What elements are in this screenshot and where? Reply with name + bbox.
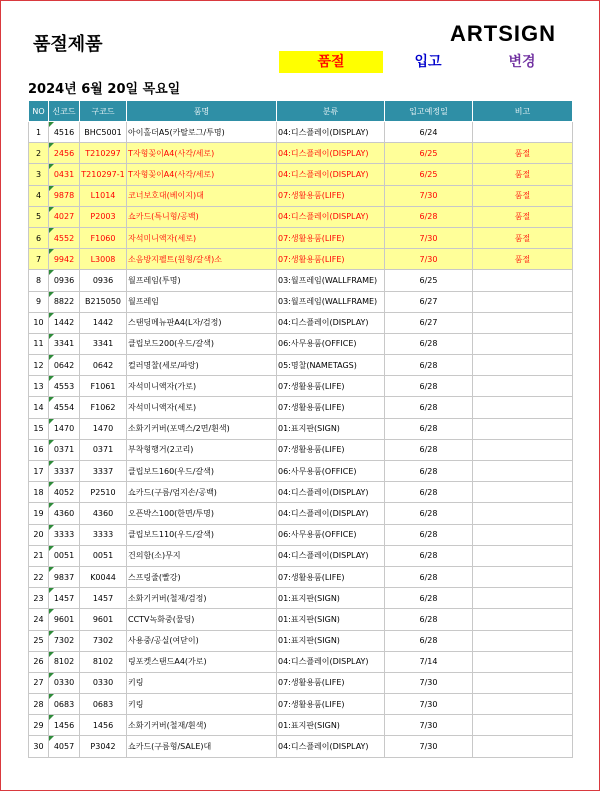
cell-new-code: 4057: [49, 736, 80, 757]
cell-expected-date: 6/28: [385, 418, 473, 439]
cell-old-code: 0330: [80, 672, 127, 693]
cell-old-code: T210297: [80, 143, 127, 164]
cell-old-code: 3333: [80, 524, 127, 545]
cell-new-code: 4554: [49, 397, 80, 418]
cell-product-name: T자형꽂이A4(사각/세로): [127, 164, 277, 185]
cell-product-name: 링포켓스탠드A4(가로): [127, 651, 277, 672]
cell-new-code: 2456: [49, 143, 80, 164]
cell-new-code: 0642: [49, 355, 80, 376]
table-row[interactable]: [29, 227, 573, 248]
header-old-code: 구코드: [80, 101, 127, 122]
cell-new-code: 1470: [49, 418, 80, 439]
cell-new-code: 9837: [49, 566, 80, 587]
cell-new-code: 7302: [49, 630, 80, 651]
change-button[interactable]: 변경: [508, 54, 536, 70]
cell-product-name: 오픈박스100(한면/투명): [127, 503, 277, 524]
cell-old-code: P2003: [80, 206, 127, 227]
table-row[interactable]: [29, 122, 573, 143]
brand-logo-text: ARTSIGN: [450, 21, 556, 46]
cell-no: 13: [29, 376, 49, 397]
cell-category: 04:디스플레이(DISPLAY): [277, 312, 385, 333]
cell-note: [473, 715, 573, 736]
cell-category: 06:사무용품(OFFICE): [277, 461, 385, 482]
cell-no: 7: [29, 249, 49, 270]
cell-product-name: T자형꽂이A4(사각/세로): [127, 143, 277, 164]
cell-category: 04:디스플레이(DISPLAY): [277, 482, 385, 503]
cell-new-code: 0683: [49, 694, 80, 715]
cell-note: [473, 503, 573, 524]
cell-category: 03:월프레임(WALLFRAME): [277, 291, 385, 312]
cell-category: 07:생활용품(LIFE): [277, 249, 385, 270]
cell-expected-date: 7/30: [385, 227, 473, 248]
cell-category: 07:생활용품(LIFE): [277, 376, 385, 397]
cell-new-code: 4027: [49, 206, 80, 227]
cell-no: 10: [29, 312, 49, 333]
cell-expected-date: 7/30: [385, 185, 473, 206]
cell-old-code: 8102: [80, 651, 127, 672]
cell-category: 04:디스플레이(DISPLAY): [277, 206, 385, 227]
header-product-name: 품명: [127, 101, 277, 122]
cell-new-code: 1442: [49, 312, 80, 333]
cell-new-code: 4052: [49, 482, 80, 503]
cell-old-code: B215050: [80, 291, 127, 312]
cell-expected-date: 6/28: [385, 524, 473, 545]
cell-product-name: 사용중/공실(여닫이): [127, 630, 277, 651]
cell-expected-date: 7/30: [385, 694, 473, 715]
cell-old-code: 0371: [80, 439, 127, 460]
table-row[interactable]: [29, 588, 573, 609]
cell-no: 25: [29, 630, 49, 651]
cell-product-name: 클립보드200(우드/갈색): [127, 333, 277, 354]
cell-old-code: P2510: [80, 482, 127, 503]
cell-product-name: 건의함(소)무지: [127, 545, 277, 566]
cell-product-name: 쇼카드(구름/엄지손/공백): [127, 482, 277, 503]
cell-old-code: 1456: [80, 715, 127, 736]
cell-product-name: 키링: [127, 694, 277, 715]
cell-old-code: 7302: [80, 630, 127, 651]
table-row[interactable]: [29, 630, 573, 651]
table-row[interactable]: [29, 545, 573, 566]
cell-no: 23: [29, 588, 49, 609]
cell-expected-date: 6/28: [385, 333, 473, 354]
cell-note: [473, 439, 573, 460]
cell-note: [473, 545, 573, 566]
cell-category: 06:사무용품(OFFICE): [277, 524, 385, 545]
cell-note: 품절: [473, 227, 573, 248]
table-row[interactable]: [29, 503, 573, 524]
cell-expected-date: 6/28: [385, 630, 473, 651]
cell-category: 01:표지판(SIGN): [277, 588, 385, 609]
header-new-code: 신코드: [49, 101, 80, 122]
cell-no: 30: [29, 736, 49, 757]
table-row[interactable]: [29, 418, 573, 439]
cell-old-code: 4360: [80, 503, 127, 524]
cell-old-code: F1060: [80, 227, 127, 248]
cell-category: 04:디스플레이(DISPLAY): [277, 122, 385, 143]
cell-note: [473, 630, 573, 651]
cell-old-code: K0044: [80, 566, 127, 587]
cell-note: 품절: [473, 206, 573, 227]
cell-no: 20: [29, 524, 49, 545]
cell-note: [473, 270, 573, 291]
cell-old-code: L1014: [80, 185, 127, 206]
cell-category: 07:생활용품(LIFE): [277, 185, 385, 206]
table-row[interactable]: [29, 566, 573, 587]
cell-no: 18: [29, 482, 49, 503]
cell-note: [473, 461, 573, 482]
cell-expected-date: 7/30: [385, 249, 473, 270]
table-row[interactable]: [29, 439, 573, 460]
header-note: 비고: [473, 101, 573, 122]
cell-new-code: 0051: [49, 545, 80, 566]
cell-no: 22: [29, 566, 49, 587]
cell-expected-date: 6/27: [385, 291, 473, 312]
cell-no: 14: [29, 397, 49, 418]
cell-expected-date: 6/28: [385, 588, 473, 609]
report-date: 2024년 6월 20일 목요일: [28, 82, 181, 97]
cell-new-code: 4516: [49, 122, 80, 143]
table-row[interactable]: [29, 736, 573, 757]
cell-note: [473, 482, 573, 503]
cell-product-name: CCTV녹화중(물딩): [127, 609, 277, 630]
cell-old-code: P3042: [80, 736, 127, 757]
cell-category: 01:표지판(SIGN): [277, 715, 385, 736]
cell-old-code: 1470: [80, 418, 127, 439]
cell-note: [473, 694, 573, 715]
cell-no: 11: [29, 333, 49, 354]
cell-note: [473, 736, 573, 757]
cell-note: 품절: [473, 185, 573, 206]
cell-product-name: 자석미니액자(세로): [127, 227, 277, 248]
table-row[interactable]: [29, 143, 573, 164]
cell-old-code: T210297-1: [80, 164, 127, 185]
page-title: 품절제품: [33, 34, 103, 55]
cell-no: 28: [29, 694, 49, 715]
table-row[interactable]: [29, 164, 573, 185]
cell-note: [473, 651, 573, 672]
cell-expected-date: 6/28: [385, 355, 473, 376]
table-row[interactable]: [29, 609, 573, 630]
cell-expected-date: 6/27: [385, 312, 473, 333]
cell-note: [473, 418, 573, 439]
cell-category: 04:디스플레이(DISPLAY): [277, 503, 385, 524]
cell-expected-date: 6/25: [385, 143, 473, 164]
cell-expected-date: 6/28: [385, 482, 473, 503]
cell-old-code: 1457: [80, 588, 127, 609]
table-row[interactable]: [29, 672, 573, 693]
table-row[interactable]: [29, 249, 573, 270]
cell-category: 07:생활용품(LIFE): [277, 227, 385, 248]
table-header-row: [29, 101, 573, 122]
cell-no: 19: [29, 503, 49, 524]
cell-old-code: 9601: [80, 609, 127, 630]
cell-old-code: 3337: [80, 461, 127, 482]
cell-no: 27: [29, 672, 49, 693]
cell-no: 3: [29, 164, 49, 185]
cell-product-name: 스프링줄(빨강): [127, 566, 277, 587]
cell-note: 품절: [473, 143, 573, 164]
cell-category: 07:생활용품(LIFE): [277, 439, 385, 460]
cell-old-code: 0936: [80, 270, 127, 291]
cell-expected-date: 6/28: [385, 503, 473, 524]
cell-category: 01:표지판(SIGN): [277, 609, 385, 630]
cell-old-code: F1062: [80, 397, 127, 418]
cell-note: [473, 609, 573, 630]
cell-no: 8: [29, 270, 49, 291]
cell-no: 17: [29, 461, 49, 482]
table-row[interactable]: [29, 524, 573, 545]
cell-old-code: 3341: [80, 333, 127, 354]
cell-note: 품절: [473, 249, 573, 270]
cell-expected-date: 7/14: [385, 651, 473, 672]
cell-category: 04:디스플레이(DISPLAY): [277, 164, 385, 185]
cell-product-name: 소화기커버(포맥스/2면/흰색): [127, 418, 277, 439]
cell-product-name: 부착형행거(2고리): [127, 439, 277, 460]
cell-category: 07:생활용품(LIFE): [277, 397, 385, 418]
table-row[interactable]: [29, 482, 573, 503]
cell-category: 05:명찰(NAMETAGS): [277, 355, 385, 376]
cell-no: 4: [29, 185, 49, 206]
table-row[interactable]: [29, 291, 573, 312]
cell-no: 9: [29, 291, 49, 312]
cell-new-code: 0330: [49, 672, 80, 693]
cell-product-name: 자석미니액자(가로): [127, 376, 277, 397]
cell-expected-date: 6/28: [385, 397, 473, 418]
cell-new-code: 1456: [49, 715, 80, 736]
cell-product-name: 소화기커버(철재/검정): [127, 588, 277, 609]
cell-category: 07:생활용품(LIFE): [277, 694, 385, 715]
cell-old-code: 1442: [80, 312, 127, 333]
cell-category: 01:표지판(SIGN): [277, 630, 385, 651]
table-row[interactable]: [29, 312, 573, 333]
cell-product-name: 쇼카드(특니형/공백): [127, 206, 277, 227]
cell-expected-date: 6/28: [385, 376, 473, 397]
cell-no: 21: [29, 545, 49, 566]
sold-out-button[interactable]: 품절: [279, 51, 383, 73]
cell-no: 2: [29, 143, 49, 164]
table-row[interactable]: [29, 185, 573, 206]
cell-new-code: 3333: [49, 524, 80, 545]
cell-new-code: 8822: [49, 291, 80, 312]
cell-no: 26: [29, 651, 49, 672]
cell-expected-date: 6/28: [385, 461, 473, 482]
cell-product-name: 자석미니액자(세로): [127, 397, 277, 418]
cell-no: 5: [29, 206, 49, 227]
cell-category: 04:디스플레이(DISPLAY): [277, 545, 385, 566]
cell-product-name: 월프레임: [127, 291, 277, 312]
cell-category: 06:사무용품(OFFICE): [277, 333, 385, 354]
cell-new-code: 0936: [49, 270, 80, 291]
cell-expected-date: 6/24: [385, 122, 473, 143]
cell-expected-date: 6/28: [385, 439, 473, 460]
cell-category: 07:생활용품(LIFE): [277, 566, 385, 587]
cell-note: [473, 333, 573, 354]
cell-expected-date: 7/30: [385, 715, 473, 736]
cell-note: [473, 291, 573, 312]
cell-note: 품절: [473, 164, 573, 185]
cell-new-code: 3337: [49, 461, 80, 482]
table-row[interactable]: [29, 461, 573, 482]
cell-expected-date: 6/28: [385, 609, 473, 630]
cell-note: [473, 672, 573, 693]
cell-product-name: 클립보드160(우드/갈색): [127, 461, 277, 482]
cell-old-code: 0051: [80, 545, 127, 566]
cell-note: [473, 122, 573, 143]
cell-new-code: 9601: [49, 609, 80, 630]
cell-no: 29: [29, 715, 49, 736]
cell-note: [473, 588, 573, 609]
cell-new-code: 1457: [49, 588, 80, 609]
cell-note: [473, 524, 573, 545]
cell-no: 24: [29, 609, 49, 630]
cell-new-code: 4552: [49, 227, 80, 248]
cell-new-code: 8102: [49, 651, 80, 672]
cell-no: 15: [29, 418, 49, 439]
cell-expected-date: 6/28: [385, 206, 473, 227]
table-row[interactable]: [29, 376, 573, 397]
cell-product-name: 아이홀더A5(카탈로그/투명): [127, 122, 277, 143]
table-row[interactable]: [29, 694, 573, 715]
cell-new-code: 4553: [49, 376, 80, 397]
cell-no: 12: [29, 355, 49, 376]
cell-product-name: 소화기커버(철재/흰색): [127, 715, 277, 736]
header-no: NO: [29, 101, 49, 122]
cell-old-code: BHC5001: [80, 122, 127, 143]
table-row[interactable]: [29, 270, 573, 291]
table-row[interactable]: [29, 651, 573, 672]
cell-new-code: 0371: [49, 439, 80, 460]
cell-product-name: 컬러명찰(세로/파랑): [127, 355, 277, 376]
table-row[interactable]: [29, 206, 573, 227]
cell-note: [473, 355, 573, 376]
table-row[interactable]: [29, 715, 573, 736]
incoming-button[interactable]: 입고: [414, 54, 442, 70]
cell-no: 1: [29, 122, 49, 143]
cell-new-code: 9942: [49, 249, 80, 270]
cell-category: 04:디스플레이(DISPLAY): [277, 143, 385, 164]
cell-no: 6: [29, 227, 49, 248]
cell-old-code: F1061: [80, 376, 127, 397]
cell-expected-date: 7/30: [385, 672, 473, 693]
cell-product-name: 코너보호대(베이지)대: [127, 185, 277, 206]
cell-new-code: 4360: [49, 503, 80, 524]
cell-expected-date: 6/25: [385, 270, 473, 291]
cell-note: [473, 376, 573, 397]
cell-product-name: 월프레임(투명): [127, 270, 277, 291]
cell-expected-date: 7/30: [385, 736, 473, 757]
header-expected-date: 입고예정일: [385, 101, 473, 122]
cell-product-name: 클립보드110(우드/갈색): [127, 524, 277, 545]
cell-old-code: L3008: [80, 249, 127, 270]
cell-product-name: 쇼카드(구름형/SALE)대: [127, 736, 277, 757]
table-row[interactable]: [29, 355, 573, 376]
cell-note: [473, 397, 573, 418]
cell-product-name: 소음방지펠트(원형/갈색)소: [127, 249, 277, 270]
cell-product-name: 스탠딩메뉴판A4(L자/검정): [127, 312, 277, 333]
cell-category: 03:월프레임(WALLFRAME): [277, 270, 385, 291]
cell-category: 07:생활용품(LIFE): [277, 672, 385, 693]
cell-new-code: 0431: [49, 164, 80, 185]
cell-expected-date: 6/25: [385, 164, 473, 185]
cell-category: 04:디스플레이(DISPLAY): [277, 651, 385, 672]
cell-category: 04:디스플레이(DISPLAY): [277, 736, 385, 757]
cell-note: [473, 312, 573, 333]
table-row[interactable]: [29, 333, 573, 354]
cell-old-code: 0683: [80, 694, 127, 715]
table-row[interactable]: [29, 397, 573, 418]
sold-out-table: [28, 100, 573, 758]
cell-note: [473, 566, 573, 587]
cell-no: 16: [29, 439, 49, 460]
cell-product-name: 키링: [127, 672, 277, 693]
cell-new-code: 9878: [49, 185, 80, 206]
header-category: 분류: [277, 101, 385, 122]
cell-new-code: 3341: [49, 333, 80, 354]
cell-expected-date: 6/28: [385, 545, 473, 566]
cell-category: 01:표지판(SIGN): [277, 418, 385, 439]
cell-old-code: 0642: [80, 355, 127, 376]
cell-expected-date: 6/28: [385, 566, 473, 587]
